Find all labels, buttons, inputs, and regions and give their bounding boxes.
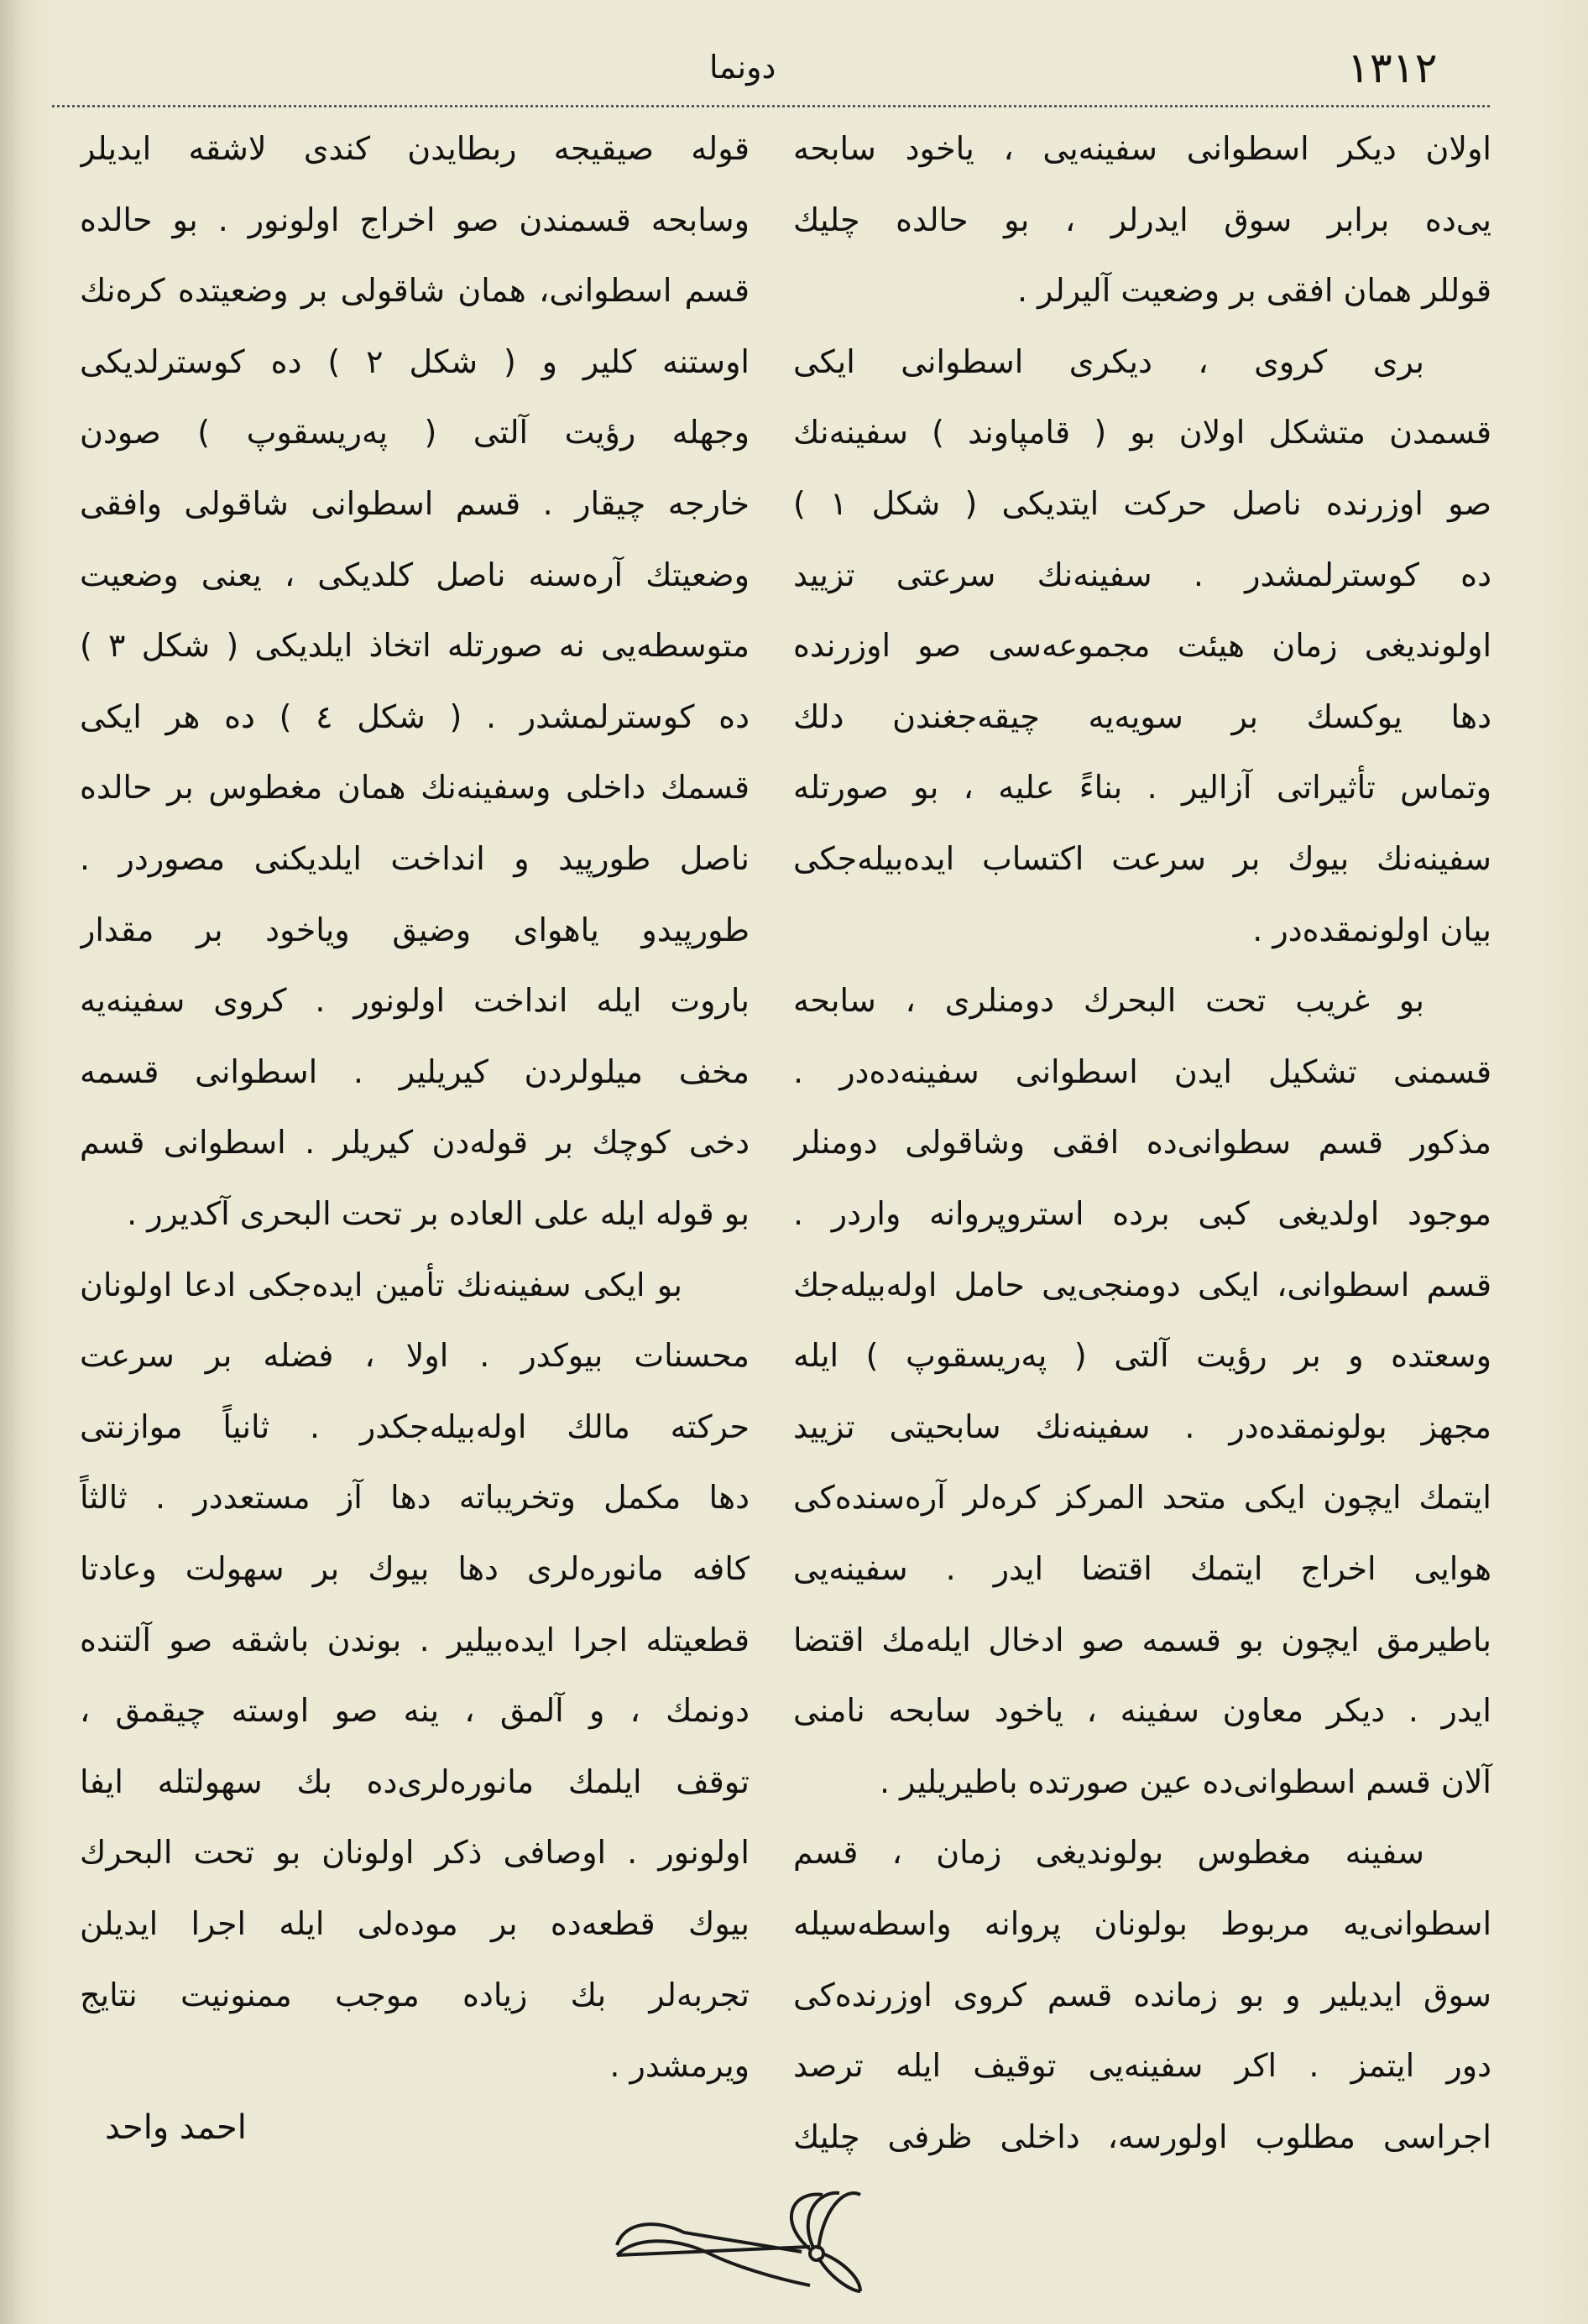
text-line: دور ایتمز . اکر سفینه‌یی توقیف ایله ترصد	[793, 2047, 1491, 2085]
text-line: ویرمشدر .	[609, 2047, 750, 2085]
text-line: بو قوله ایله علی العاده بر تحت البحری آکدیرر .	[127, 1195, 750, 1232]
tail-ornament-icon	[609, 2186, 978, 2299]
text-line: حرکته مالك اوله‌بیله‌جکدر . ثانیاً موازنتی	[80, 1407, 750, 1445]
text-line: سوق ایدیلیر و بو زمانده قسم کروی اوزرنده‌کی	[793, 1976, 1491, 2013]
text-line: اسطوانی‌یه مربوط بولونان پروانه واسطه‌سیله	[793, 1905, 1491, 1942]
running-title: دونما	[709, 49, 776, 86]
text-line: محسنات بیوکدر . اولا ، فضله بر سرعت	[80, 1337, 750, 1375]
text-line: دها مکمل وتخریباته دها آز مستعددر . ثالثاً	[80, 1479, 750, 1517]
text-line: وجهله رؤیت آلتی ( پەریسقوپ ) صودن	[80, 414, 750, 452]
text-line: قوله صیقیجه ربطایدن کندی لاشقه ایدیلر	[80, 130, 750, 167]
text-line: باطیرمق ایچون بو قسمه صو ادخال ایلەمك اقتضا	[793, 1621, 1491, 1658]
text-line: قسم اسطوانی، ایکی دومنجی‌یی حامل اوله‌بیله‌جك	[793, 1266, 1491, 1303]
text-line: ده کوسترلمشدر . ( شکل ٤ ) ده هر ایکی	[80, 697, 750, 735]
text-line: طورپیدو یاهوای وضیق ویاخود بر مقدار	[80, 911, 750, 948]
text-line: توقف ایلمك مانوره‌لری‌ده بك سهولتله ایفا	[80, 1763, 750, 1800]
page-number: ١٣١٢	[1347, 44, 1438, 92]
text-line: قسمنی تشکیل ایدن اسطوانی سفینه‌ده‌در .	[793, 1052, 1491, 1090]
text-line: یی‌ده برابر سوق ایدرلر ، بو حالده چلیك	[793, 201, 1491, 238]
text-line: اولوندیغی زمان هیئت مجموعه‌سی صو اوزرنده	[793, 627, 1491, 665]
text-line: سفینه مغطوس بولوندیغی زمان ، قسم	[793, 1834, 1424, 1872]
text-line: اولونور . اوصافی ذکر اولونان بو تحت البحرك	[80, 1834, 750, 1872]
header-divider	[52, 105, 1490, 107]
text-line: دها یوکسك بر سویه‌یه چیقه‌جغندن دلك	[793, 697, 1491, 735]
text-line: تجربه‌لر بك زیاده موجب ممنونیت نتایج	[80, 1976, 750, 2013]
text-line: وتماس تأثیراتی آزالیر . بناءً علیه ، بو صورتله	[793, 769, 1491, 807]
text-line: سفینه‌نك بیوك بر سرعت اکتساب ایده‌بیله‌جکی	[793, 840, 1491, 877]
text-line: بو ایکی سفینه‌نك تأمین ایده‌جکی ادعا اولونان	[80, 1266, 682, 1303]
text-line: بیان اولونمقده‌در .	[1252, 911, 1491, 948]
text-line: باروت ایله انداخت اولونور . کروی سفینه‌یه	[80, 982, 750, 1020]
text-line: ده کوسترلمشدر . سفینه‌نك سرعتی تزیید	[793, 556, 1491, 593]
text-line: خارجه چیقار . قسم اسطوانی شاقولی وافقی	[80, 485, 750, 522]
text-line: کافه مانوره‌لری دها بیوك بر سهولت وعادتا	[80, 1550, 750, 1587]
text-line: صو اوزرنده ناصل حرکت ایتدیکی ( شکل ۱ )	[793, 485, 1491, 522]
text-line: دخی کوچك بر قوله‌دن کیریلر . اسطوانی قسم	[80, 1124, 750, 1162]
text-line: قوللر همان افقی بر وضعیت آلیرلر .	[1017, 272, 1491, 310]
text-line: اوستنه کلیر و ( شکل ۲ ) ده کوسترلدیکی	[80, 342, 750, 380]
text-line: دونمك ، و آلمق ، ینه صو اوسته چیقمق ،	[80, 1692, 750, 1730]
author-signature: احمد واحد	[105, 2108, 247, 2147]
text-line: موجود اولدیغی کبی برده استروپروانه واردر .	[793, 1195, 1491, 1232]
text-line: ناصل طورپید و انداخت ایلدیکنی مصوردر .	[80, 840, 750, 877]
text-line: اولان دیکر اسطوانی سفینه‌یی ، یاخود سابحه	[793, 130, 1491, 167]
text-line: بری کروی ، دیکری اسطوانی ایکی	[793, 342, 1424, 380]
text-line: بو غریب تحت البحرك دومنلری ، سابحه	[793, 982, 1424, 1020]
text-line: قطعیتله اجرا ایده‌بیلیر . بوندن باشقه صو آلتنده	[80, 1621, 750, 1658]
text-line: آلان قسم اسطوانی‌ده عین صورتده باطیریلیر .	[879, 1763, 1491, 1800]
text-line: وسعتده و بر رؤیت آلتی ( پەریسقوپ ) ایله	[793, 1337, 1491, 1375]
text-line: مخف میلولردن کیریلیر . اسطوانی قسمه	[80, 1052, 750, 1090]
text-line: مذکور قسم سطوانی‌ده افقی وشاقولی دومنلر	[793, 1124, 1491, 1162]
text-line: مجهز بولونمقده‌در . سفینه‌نك سابحیتی تزیید	[793, 1407, 1491, 1445]
text-line: متوسطه‌یی نه صورتله اتخاذ ایلدیکی ( شکل ۳ )	[80, 627, 750, 665]
text-line: اجراسی مطلوب اولورسه، داخلی ظرفی چلیك	[793, 2118, 1491, 2155]
text-line: قسم اسطوانی، همان شاقولی بر وضعیتده کره‌نك	[80, 272, 750, 310]
text-line: ایتمك ایچون ایکی متحد المرکز کره‌لر آره‌سنده‌کی	[793, 1479, 1491, 1517]
text-line: ایدر . دیکر معاون سفینه ، یاخود سابحه نامنی	[793, 1692, 1491, 1730]
text-line: هوایی اخراج ایتمك اقتضا ایدر . سفینه‌یی	[793, 1550, 1491, 1587]
text-line: قسمدن متشکل اولان بو ( قامپاوند ) سفینه‌نك	[793, 414, 1491, 452]
text-line: بیوك قطعه‌ده بر مودەلی ایله اجرا ایدیلن	[80, 1905, 750, 1942]
text-line: وضعیتك آره‌سنه ناصل کلدیکی ، یعنی وضعیت	[80, 556, 750, 593]
text-line: وسابحه قسمندن صو اخراج اولونور . بو حالده	[80, 201, 750, 238]
text-line: قسمك داخلی وسفینه‌نك همان مغطوس بر حالده	[80, 769, 750, 807]
